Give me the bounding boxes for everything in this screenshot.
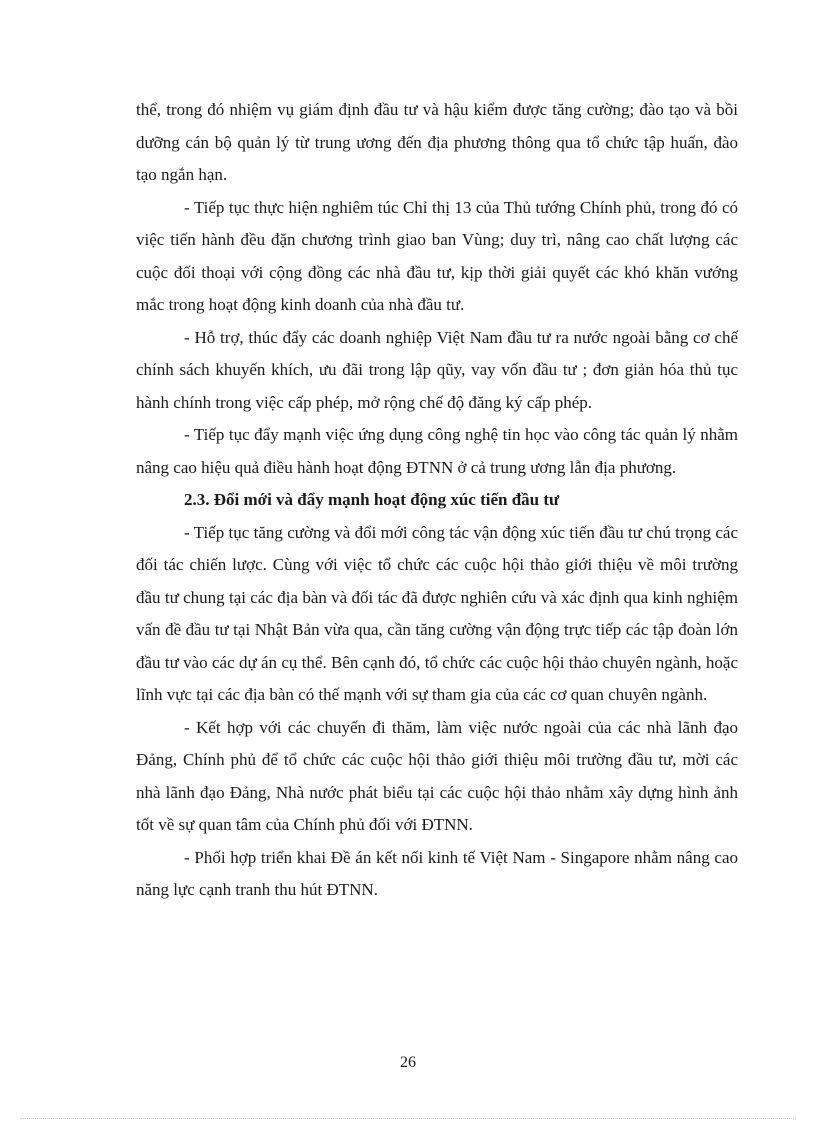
page-bottom-divider (20, 1118, 796, 1119)
paragraph-directive-13: - Tiếp tục thực hiện nghiêm túc Chỉ thị 13 của Thủ tướng Chính phủ, trong đó có việc tiến hành đều đặn chương trình giao ban Vùng; duy trì, nâng cao chất lượng các cuộc đối thoại với cộng đồng các nhà đầu tư, kịp thời giải quyết các khó khăn vướng mắc trong hoạt động kinh doanh của nhà đầu tư. (136, 197, 738, 314)
paragraph-leader-visits: - Kết hợp với các chuyến đi thăm, làm việc nước ngoài của các nhà lãnh đạo Đảng, Chính phủ để tổ chức các cuộc hội thảo giới thiệu môi trường đầu tư, mời các nhà lãnh đạo Đảng, Nhà nước phát biểu tại các cuộc hội thảo nhằm xây dựng hình ảnh tốt về sự quan tâm của Chính phủ đối với ĐTNN. (136, 717, 738, 834)
section-heading: 2.3. Đổi mới và đẩy mạnh hoạt động xúc tiến đầu tư (184, 490, 560, 509)
document-body (136, 94, 738, 907)
paragraph-investment-promotion: - Tiếp tục tăng cường và đổi mới công tác vận động xúc tiến đầu tư chú trọng các đối tác chiến lược. Cùng với việc tổ chức các cuộc hội thảo giới thiệu về môi trường đầu tư chung tại các địa bàn và đối tác đã được nghiên cứu và xác định qua kinh nghiệm vấn đề đầu tư tại Nhật Bản vừa qua, cần tăng cường vận động trực tiếp các tập đoàn lớn đầu tư vào các dự án cụ thể. Bên cạnh đó, tổ chức các cuộc hội thảo chuyên ngành, hoặc lĩnh vực tại các địa bàn có thế mạnh với sự tham gia của các cơ quan chuyên ngành. (136, 522, 738, 704)
paragraph-singapore-project: - Phối hợp triển khai Đề án kết nối kinh tế Việt Nam - Singapore nhằm nâng cao năng lực cạnh tranh thu hút ĐTNN. (136, 847, 738, 899)
page-number: 26 (400, 1054, 416, 1071)
paragraph-it-application: - Tiếp tục đẩy mạnh việc ứng dụng công nghệ tin học vào công tác quản lý nhằm nâng cao hiệu quả điều hành hoạt động ĐTNN ở cả trung ương lẫn địa phương. (136, 425, 738, 477)
paragraph-continuation: thể, trong đó nhiệm vụ giám định đầu tư và hậu kiểm được tăng cường; đào tạo và bồi dưỡng cán bộ quản lý từ trung ương đến địa phương thông qua tổ chức tập huấn, đào tạo ngắn hạn. (136, 100, 738, 184)
paragraph-outward-investment: - Hỗ trợ, thúc đẩy các doanh nghiệp Việt Nam đầu tư ra nước ngoài bằng cơ chế chính sách khuyến khích, ưu đãi trong lập qũy, vay vốn đầu tư ; đơn giản hóa thủ tục hành chính trong việc cấp phép, mở rộng chế độ đăng ký cấp phép. (136, 327, 738, 412)
